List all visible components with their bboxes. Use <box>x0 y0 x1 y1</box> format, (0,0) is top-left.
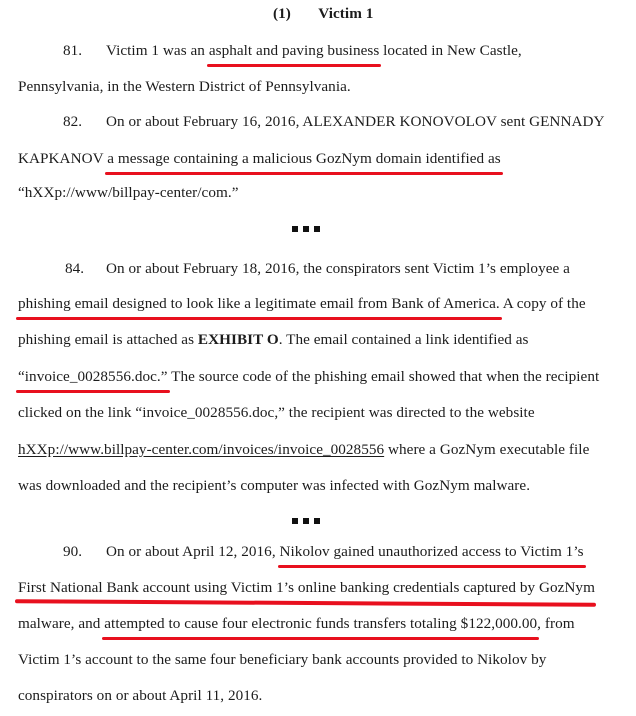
para-90-line-1: 90. On or about April 12, 2016, Nikolov gained unauthorized access to Victim 1’s <box>63 543 584 560</box>
highlight-funds-transfers: attempted to cause four electronic funds transfers totaling $122,000.00 <box>104 615 538 632</box>
website-url: hXXp://www.billpay-center.com/invoices/invoice_0028556 <box>18 441 385 458</box>
heading-number: (1) <box>273 5 291 22</box>
para-84-line-4: “invoice_0028556.doc.” The source code of the phishing email showed that when the recipient <box>18 368 600 385</box>
para-84-line-3: phishing email is attached as EXHIBIT O. The email contained a link identified as <box>18 331 529 348</box>
para-82-number: 82. <box>63 113 83 130</box>
para-82-line-3: “hXXp://www/billpay-center/com.” <box>18 184 239 201</box>
para-84-line-6: hXXp://www.billpay-center.com/invoices/invoice_0028556 where a GozNym executable file <box>18 441 590 458</box>
highlight-unauthorized-access: Nikolov gained unauthorized access to Victim 1’s <box>279 543 584 560</box>
highlight-invoice-link: “invoice_0028556.doc.” <box>18 368 168 385</box>
para-84-number: 84. <box>65 260 85 277</box>
para-84-line-5: clicked on the link “invoice_0028556.doc,” the recipient was directed to the website <box>18 404 535 421</box>
highlight-bank-account-credentials: First National Bank account using Victim 1’s online banking credentials captured by GozNym <box>18 579 595 596</box>
para-82-line-1: 82. On or about February 16, 2016, ALEXANDER KONOVOLOV sent GENNADY <box>63 113 605 130</box>
para-90-line-3: malware, and attempted to cause four electronic funds transfers totaling $122,000.00, from <box>18 615 575 632</box>
highlight-phishing-email: phishing email designed to look like a legitimate email from Bank of America. <box>18 295 500 312</box>
para-81-line-1: 81. Victim 1 was an asphalt and paving business located in New Castle, <box>63 42 522 59</box>
para-81-line-2: Pennsylvania, in the Western District of Pennsylvania. <box>18 78 351 95</box>
para-84-line-2: phishing email designed to look like a legitimate email from Bank of America. A copy of the <box>18 295 586 312</box>
heading-title: Victim 1 <box>318 5 374 22</box>
section-heading <box>273 4 373 24</box>
para-90-line-5: conspirators on or about April 11, 2016. <box>18 687 263 704</box>
exhibit-reference: EXHIBIT O <box>197 331 279 348</box>
para-90-line-4: Victim 1’s account to the same four beneficiary bank accounts provided to Nikolov by <box>18 651 547 668</box>
highlight-malicious-message: a message containing a malicious GozNym domain identified as <box>107 150 501 167</box>
highlight-asphalt-business: asphalt and paving business <box>208 42 380 59</box>
para-90-number: 90. <box>63 543 83 560</box>
para-90-line-2 <box>18 578 595 598</box>
para-82-line-2: KAPKANOV a message containing a malicious GozNym domain identified as <box>18 150 501 167</box>
omission-ellipsis <box>292 518 320 524</box>
para-81-number: 81. <box>63 42 83 59</box>
omission-ellipsis <box>292 226 320 232</box>
para-84-line-7: was downloaded and the recipient’s computer was infected with GozNym malware. <box>18 477 531 494</box>
para-84-line-1: 84. On or about February 18, 2016, the conspirators sent Victim 1’s employee a <box>65 260 570 277</box>
